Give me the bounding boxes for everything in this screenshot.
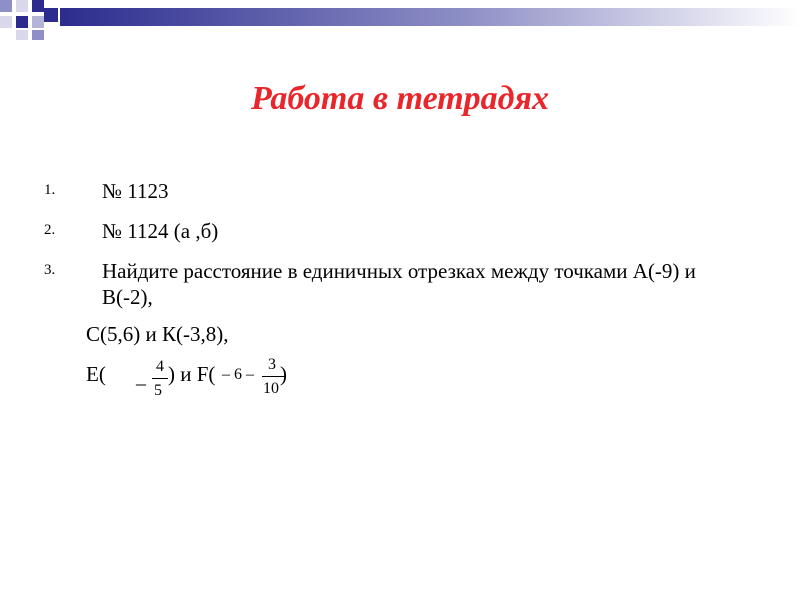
gradient-bar [60, 8, 800, 26]
slide-title: Работа в тетрадях [250, 80, 550, 117]
e-denominator: 5 [154, 382, 162, 399]
deco-square [0, 16, 12, 28]
deco-square [0, 0, 12, 12]
deco-square [32, 0, 44, 12]
item-number: 1. [44, 182, 56, 198]
item-number: 3. [44, 262, 56, 278]
item-text: № 1124 (а ,б) [102, 219, 219, 243]
f-numerator: 3 [268, 356, 276, 373]
deco-square [32, 16, 44, 28]
deco-square [16, 0, 28, 12]
e-close-and-f-open: ) и F( [168, 362, 216, 386]
deco-square [16, 16, 28, 28]
f-close: ) [280, 362, 287, 386]
deco-square [44, 8, 58, 22]
item-text: Найдите расстояние в единичных отрезках между точками А(-9) и В(-2), [102, 259, 696, 309]
e-numerator: 4 [156, 358, 164, 375]
e-sign: _ [136, 366, 146, 388]
f-sign: – 6 – [222, 366, 254, 383]
item-number: 2. [44, 222, 56, 238]
f-denominator: 10 [263, 380, 279, 397]
line-c-k: С(5,6) и К(-3,8), [86, 322, 229, 346]
header-decoration [0, 0, 800, 40]
item-text: № 1123 [102, 179, 169, 203]
e-fraction-bar [152, 378, 168, 379]
e-open: Е( [86, 362, 106, 386]
deco-square [32, 30, 44, 40]
deco-square [16, 30, 28, 40]
